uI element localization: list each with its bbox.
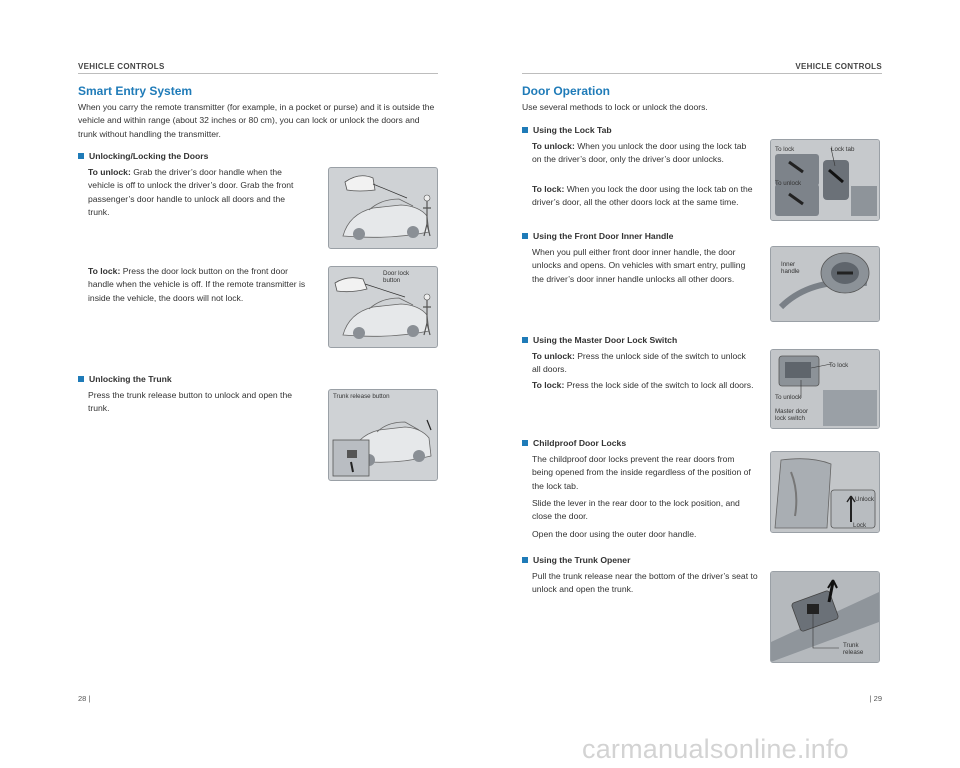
master-switch-unlock-paragraph: [532, 350, 754, 377]
bullet-square-icon: [78, 376, 84, 382]
lock-text: When you lock the door using the lock tab on the driver’s door, all the other doors lock at the same time.: [532, 184, 753, 208]
door-lock-button-illustration: [328, 266, 438, 348]
grab-door-handle-illustration: [328, 167, 438, 249]
left-running-header: VEHICLE CONTROLS: [78, 62, 165, 71]
car-handle-grab-icon: [329, 168, 437, 248]
master-door-lock-switch-illustration: [770, 349, 880, 429]
inner-handle-illustration: [770, 246, 880, 322]
inner-handle-paragraph: When you pull either front door inner handle, the door unlocks and opens. On vehicles with smart entry, pulling the driver’s door inner handle unlocks all other doors.: [532, 247, 746, 284]
lock-tab-caption: Lock tab: [831, 146, 855, 153]
trunk-release-button-illustration: [328, 389, 438, 481]
trunk-opener-paragraph: Pull the trunk release near the bottom of the driver’s seat to unlock and open the trunk.: [532, 571, 758, 595]
unlock-text: Press the unlock side of the switch to unlock all doors.: [532, 351, 746, 375]
door-lock-button-caption: Door lock button: [383, 270, 410, 284]
lock-label: To lock:: [532, 380, 565, 390]
lock-tab-illustration: [770, 139, 880, 221]
bullet-square-icon: [522, 127, 528, 133]
heading-unlocking-locking-doors: [78, 151, 208, 161]
door-operation-intro: Use several methods to lock or unlock the doors.: [522, 102, 708, 112]
inner-handle-caption: Inner handle: [781, 261, 800, 275]
bullet-square-icon: [78, 153, 84, 159]
inner-door-handle-icon: [771, 247, 879, 321]
bullet-square-icon: [522, 233, 528, 239]
childproof-lock-illustration: [770, 451, 880, 533]
watermark: carmanualsonline.info: [582, 734, 849, 764]
bullet-square-icon: [522, 557, 528, 563]
right-header-rule: [522, 73, 882, 74]
heading-text: Unlocking the Trunk: [89, 374, 172, 384]
lock-label: To lock:: [88, 266, 121, 276]
left-page-number: 28 |: [78, 694, 91, 703]
bullet-square-icon: [522, 337, 528, 343]
smart-entry-intro: When you carry the remote transmitter (for example, in a pocket or purse) and it is outside the vehicle and within range (about 32 inches or 80 cm), you can lock or unlock the doors and trunk without handling the transmitter.: [78, 102, 435, 139]
smart-entry-unlock-paragraph: [88, 166, 308, 220]
unlock-label: To unlock:: [88, 167, 131, 177]
heading-lock-tab: [522, 125, 612, 135]
right-page: [480, 0, 960, 768]
heading-text: Using the Trunk Opener: [533, 555, 631, 565]
childproof-paragraph-2: Slide the lever in the rear door to the lock position, and close the door.: [532, 498, 740, 522]
unlock-text: When you unlock the door using the lock tab on the driver’s door, only the driver’s door unlocks.: [532, 141, 747, 165]
heading-front-door-inner-handle: [522, 231, 673, 241]
to-unlock-caption: To unlock: [775, 394, 802, 401]
master-switch-caption: Master door lock switch: [775, 408, 809, 422]
smart-entry-lock-paragraph: [88, 265, 308, 305]
trunk-release-caption: Trunk release: [843, 642, 864, 656]
car-trunk-release-icon: [329, 390, 437, 480]
to-lock-caption: To lock: [829, 362, 849, 369]
to-unlock-caption: To unlock: [775, 180, 802, 187]
childproof-lever-icon: [771, 452, 879, 532]
lock-text: Press the lock side of the switch to lock all doors.: [564, 380, 754, 390]
trunk-release-button-caption: Trunk release button: [333, 393, 390, 400]
right-page-number: | 29: [869, 694, 882, 703]
to-lock-caption: To lock: [775, 146, 795, 153]
heading-text: Using the Master Door Lock Switch: [533, 335, 678, 345]
heading-master-door-lock-switch: [522, 335, 677, 345]
heading-text: Childproof Door Locks: [533, 438, 627, 448]
heading-trunk-opener: [522, 555, 630, 565]
childproof-paragraph-3: Open the door using the outer door handle.: [532, 529, 697, 539]
unlock-text: Grab the driver’s door handle when the vehicle is off to unlock the driver’s door. Grab the front passenger’s door handle to unlock all doors and the trunk.: [88, 167, 294, 218]
left-header-rule: [78, 73, 438, 74]
lock-tab-lock-paragraph: [532, 183, 754, 210]
smart-entry-title: Smart Entry System: [78, 84, 193, 98]
lock-tab-unlock-paragraph: [532, 140, 754, 167]
childproof-unlock-caption: Unlock: [855, 496, 874, 503]
door-operation-title: Door Operation: [522, 84, 611, 98]
heading-childproof-door-locks: [522, 438, 626, 448]
heading-text: Using the Front Door Inner Handle: [533, 231, 674, 241]
heading-unlocking-trunk: [78, 374, 172, 384]
master-switch-lock-paragraph: [532, 379, 754, 392]
heading-text: Using the Lock Tab: [533, 125, 612, 135]
childproof-paragraph-1: The childproof door locks prevent the rear doors from being opened from the inside regardless of the position of the lock tab.: [532, 454, 751, 491]
unlock-label: To unlock:: [532, 141, 575, 151]
trunk-opener-illustration: [770, 571, 880, 663]
lock-label: To lock:: [532, 184, 565, 194]
childproof-lock-caption: Lock: [853, 522, 867, 529]
bullet-square-icon: [522, 440, 528, 446]
lock-text: Press the door lock button on the front door handle when the vehicle is off. If the remote transmitter is inside the vehicle, the doors will not lock.: [88, 266, 306, 303]
heading-text: Unlocking/Locking the Doors: [89, 151, 209, 161]
unlock-label: To unlock:: [532, 351, 575, 361]
right-running-header: VEHICLE CONTROLS: [795, 62, 882, 71]
unlocking-trunk-paragraph: Press the trunk release button to unlock and open the trunk.: [88, 390, 292, 414]
